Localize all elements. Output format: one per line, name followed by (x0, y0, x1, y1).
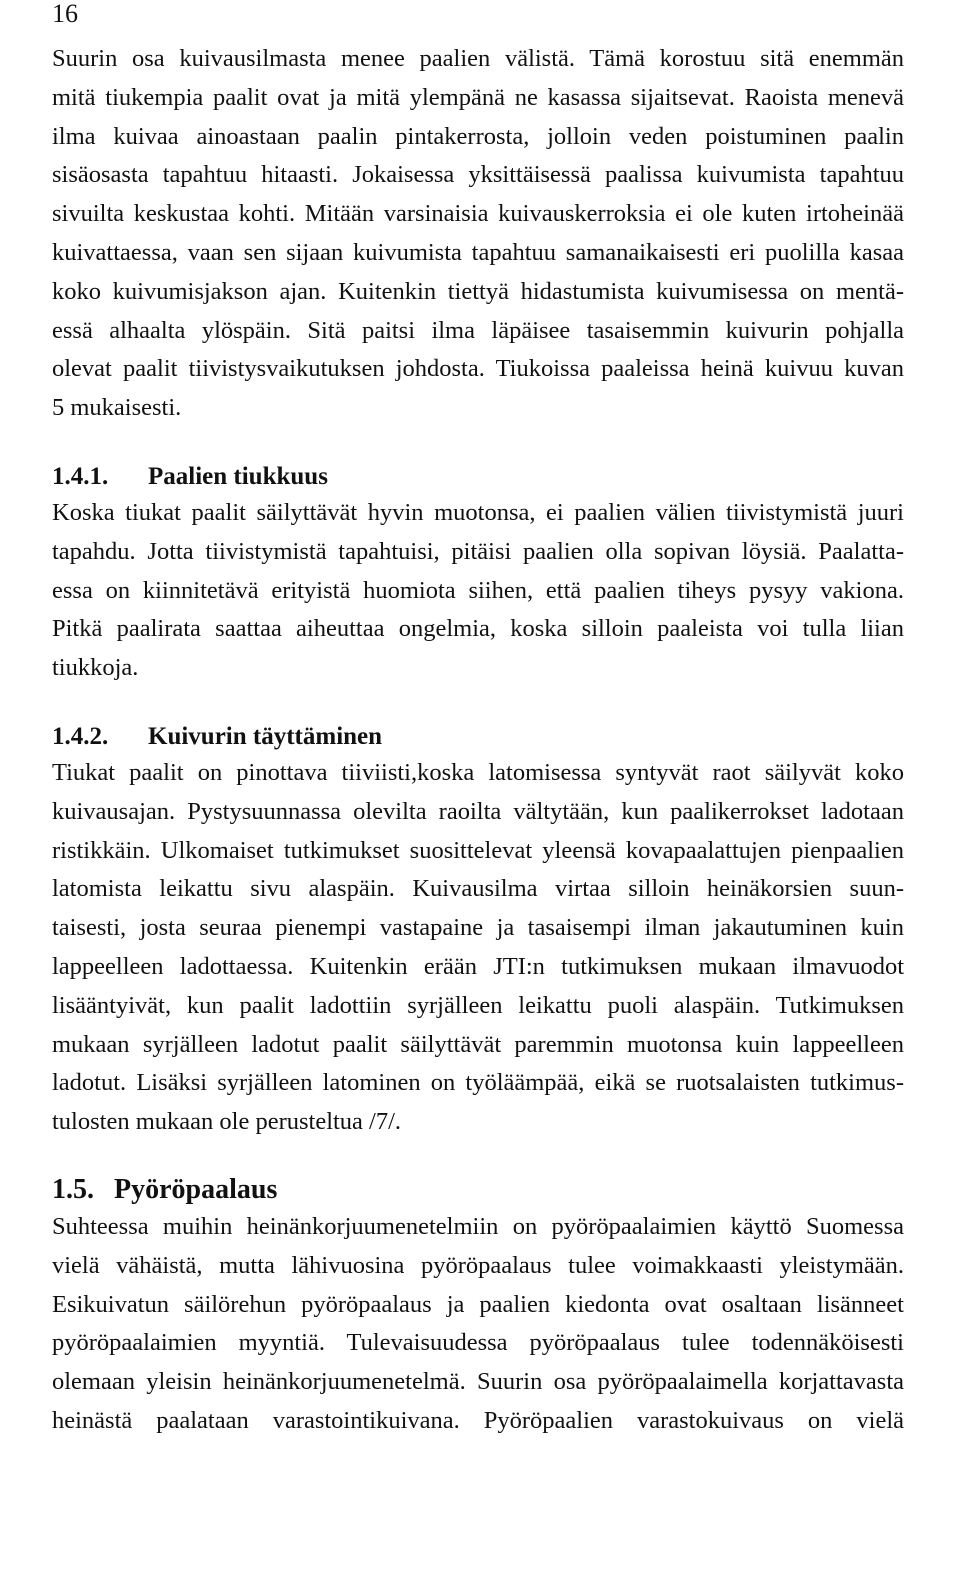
text-line: tiukkoja. (52, 654, 139, 682)
text-line: kuivausajan. Pystysuunnassa olevilta raoilta vältytään, kun paalikerrokset ladotaan (52, 797, 904, 825)
text-line: lisääntyivät, kun paalit ladottiin syrjälleen leikattu puoli alaspäin. Tutkimuksen (52, 991, 904, 1019)
section-number: 1.5. (52, 1173, 94, 1205)
text-line: vielä vähäistä, mutta lähivuosina pyöröpaalaus tulee voimakkaasti yleistymään. (52, 1251, 904, 1279)
section-title: Paalien tiukkuus (148, 462, 328, 490)
text-line: tapahdu. Jotta tiivistymistä tapahtuisi, pitäisi paalien olla sopivan löysiä. Paalatta- (52, 537, 904, 565)
text-line: mitä tiukempia paalit ovat ja mitä ylempänä ne kasassa sijaitsevat. Raoista menevä (52, 83, 904, 111)
text-line: olevat paalit tiivistysvaikutuksen johdosta. Tiukoissa paaleissa heinä kuivuu kuvan (52, 355, 904, 383)
text-line: lappeelleen ladottaessa. Kuitenkin erään JTI:n tutkimuksen mukaan ilmavuodot (52, 952, 904, 980)
section-heading-1-4-2 (52, 720, 904, 754)
text-line: ristikkäin. Ulkomaiset tutkimukset suosittelevat yleensä kovapaalattujen pienpaalien (52, 836, 904, 864)
text-line: Suhteessa muihin heinänkorjuumenetelmiin on pyöröpaalaimien käyttö Suomessa (52, 1212, 904, 1240)
text-line: essa on kiinnitetävä erityistä huomiota siihen, että paalien tiheys pysyy vakiona. (52, 576, 904, 604)
section-1-4-1-paragraph (52, 494, 904, 688)
text-line: mukaan syrjälleen ladotut paalit säilyttävät paremmin muotonsa kuin lappeelleen (52, 1030, 904, 1058)
text-line: Koska tiukat paalit säilyttävät hyvin muotonsa, ei paalien välien tiivistymistä juuri (52, 498, 904, 526)
section-1-4-2-paragraph (52, 754, 904, 1142)
text-line: sisäosasta tapahtuu hitaasti. Jokaisessa yksittäisessä paalissa kuivumista tapahtuu (52, 161, 904, 189)
text-line: Pitkä paalirata saattaa aiheuttaa ongelmia, koska silloin paaleista voi tulla liian (52, 615, 904, 643)
text-line: kuivattaessa, vaan sen sijaan kuivumista tapahtuu samanaikaisesti eri puolilla kasaa (52, 238, 904, 266)
text-line: tulosten mukaan ole perusteltua /7/. (52, 1108, 402, 1136)
section-number: 1.4.2. (52, 722, 109, 750)
text-line: essä alhaalta ylöspäin. Sitä paitsi ilma läpäisee tasaisemmin kuivurin pohjalla (52, 316, 904, 344)
page-number: 16 (52, 0, 78, 28)
intro-paragraph (52, 40, 904, 428)
text-line: olemaan yleisin heinänkorjuumenetelmä. Suurin osa pyöröpaalaimella korjattavasta (52, 1368, 904, 1396)
text-line: sivuilta keskustaa kohti. Mitään varsinaisia kuivauskerroksia ei ole kuten irtoheinää (52, 200, 904, 228)
text-line: Suurin osa kuivausilmasta menee paalien välistä. Tämä korostuu sitä enemmän (52, 45, 904, 72)
text-line: heinästä paalataan varastointikuivana. Pyöröpaalien varastokuivaus on vielä (52, 1406, 904, 1434)
section-number: 1.4.1. (52, 462, 109, 490)
text-line: pyöröpaalaimien myyntiä. Tulevaisuudessa pyöröpaalaus tulee todennäköisesti (52, 1329, 904, 1357)
text-line: Tiukat paalit on pinottava tiiviisti,koska latomisessa syntyvät raot säilyvät koko (52, 758, 904, 786)
section-1-5-paragraph (52, 1208, 904, 1441)
section-title: Kuivurin täyttäminen (148, 722, 383, 750)
text-line: Esikuivatun säilörehun pyöröpaalaus ja paalien kiedonta ovat osaltaan lisänneet (52, 1290, 904, 1318)
text-line: latomista leikattu sivu alaspäin. Kuivausilma virtaa silloin heinäkorsien suun- (52, 875, 904, 903)
text-line: 5 mukaisesti. (52, 394, 182, 422)
text-line: ilma kuivaa ainoastaan paalin pintakerrosta, jolloin veden poistuminen paalin (52, 122, 904, 150)
text-line: taisesti, josta seuraa pienempi vastapaine ja tasaisempi ilman jakautuminen kuin (52, 914, 904, 942)
text-line: ladotut. Lisäksi syrjälleen latominen on työläämpää, eikä se ruotsalaisten tutkimus- (52, 1069, 904, 1097)
section-title: Pyöröpaalaus (114, 1173, 278, 1205)
section-heading-1-4-1 (52, 460, 904, 494)
section-heading-1-5 (52, 1172, 904, 1208)
page-content (52, 40, 904, 1441)
text-line: koko kuivumisjakson ajan. Kuitenkin tiettyä hidastumista kuivumisessa on mentä- (52, 277, 904, 305)
